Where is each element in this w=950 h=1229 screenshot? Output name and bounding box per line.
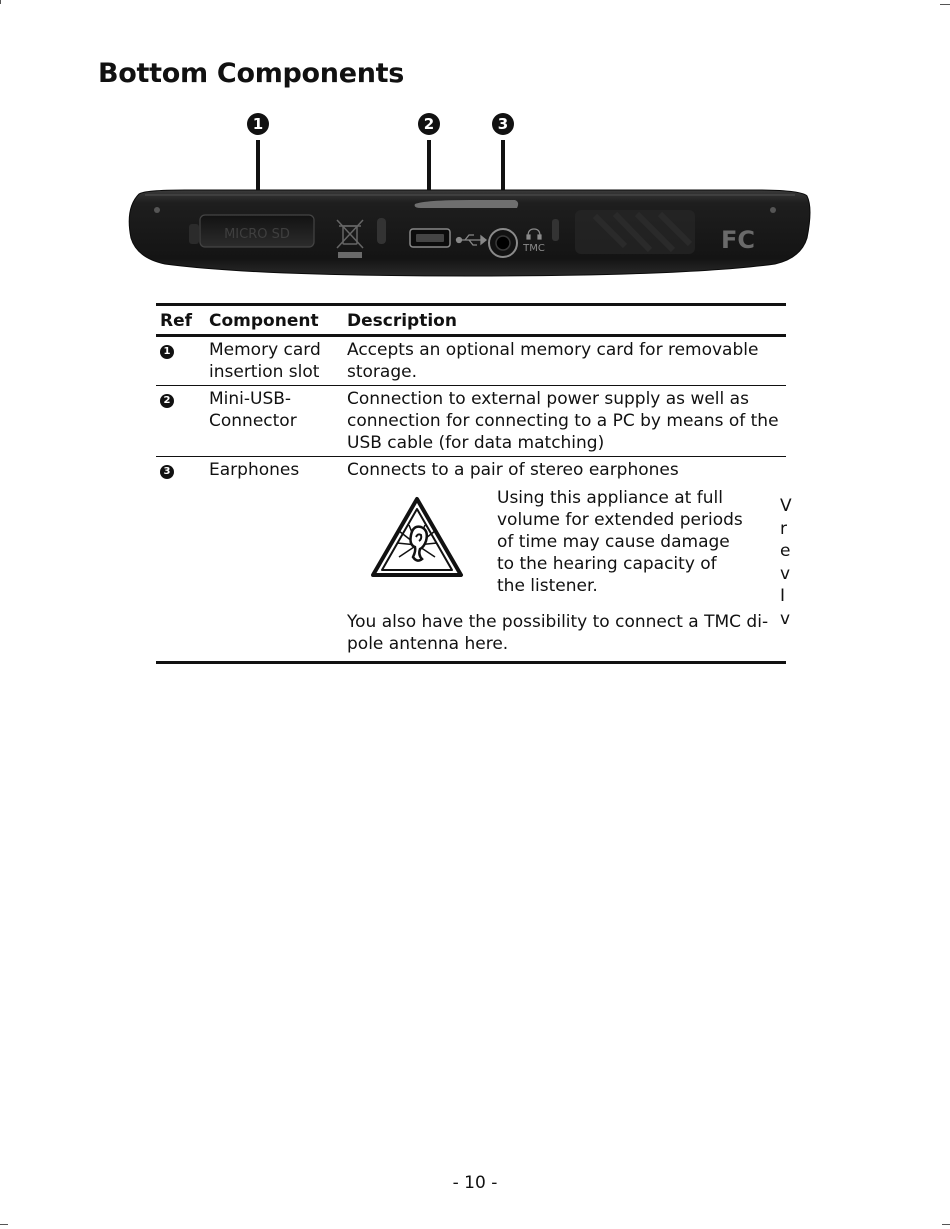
callout-3: 3 (492, 113, 514, 135)
micro-sd-label: MICRO SD (224, 227, 290, 242)
description-cell (343, 457, 786, 663)
micro-sd-slot (189, 215, 314, 247)
callout-1: 1 (247, 113, 269, 135)
header-component: Component (205, 305, 343, 336)
device-bottom-view (125, 186, 815, 278)
ref-marker: 3 (160, 465, 174, 479)
clipped-letter: I (780, 586, 786, 606)
component-cell: Memory card insertion slot (205, 336, 343, 386)
ref-cell (156, 336, 205, 386)
crop-mark-top-left (0, 0, 1, 4)
ref-marker: 1 (160, 345, 174, 359)
table-row (156, 386, 786, 457)
tmc-note: You also have the possibility to connect a TMC di-pole antenna here. (347, 612, 769, 654)
hearing-warning (347, 487, 782, 597)
description-cell: Connection to external power supply as well as connection for connecting to a PC by means of the USB cable (for data matching) (343, 386, 786, 457)
clipped-letter: e (780, 541, 791, 561)
table-row (156, 457, 786, 663)
component-cell: Mini-USB-Connector (205, 386, 343, 457)
ref-cell (156, 457, 205, 663)
speaker-grille (575, 210, 695, 254)
clipped-letter: r (780, 518, 787, 539)
callout-2: 2 (418, 113, 440, 135)
crop-mark-bottom-right (942, 1224, 950, 1225)
header-ref: Ref (156, 305, 205, 336)
ref-marker: 2 (160, 394, 174, 408)
table-row (156, 336, 786, 386)
description-cell: Accepts an optional memory card for removable storage. (343, 336, 786, 386)
tmc-label: TMC (523, 243, 545, 254)
earphones-description: Connects to a pair of stereo earphones (347, 460, 679, 480)
clipped-letter: v (780, 608, 791, 629)
clipped-edge-text (780, 495, 792, 629)
warning-text: Using this appliance at full volume for extended periods of time may cause damage to the hearing capacity of the listener. (497, 488, 743, 596)
clipped-letter: v (780, 563, 791, 584)
components-table (156, 303, 786, 664)
crop-mark-top-right (940, 4, 950, 5)
component-cell: Earphones (205, 457, 343, 663)
fcc-logo: FC (721, 226, 756, 254)
ref-cell (156, 386, 205, 457)
page-title: Bottom Components (98, 58, 405, 89)
page-number: - 10 - (452, 1173, 498, 1193)
crop-mark-bottom-left (0, 1224, 8, 1225)
table-header-row (156, 305, 786, 336)
clipped-letter: V (780, 496, 792, 516)
header-description: Description (343, 305, 786, 336)
warning-triangle-icon (347, 487, 497, 587)
earphone-jack (489, 229, 517, 257)
mini-usb-port (410, 229, 450, 247)
